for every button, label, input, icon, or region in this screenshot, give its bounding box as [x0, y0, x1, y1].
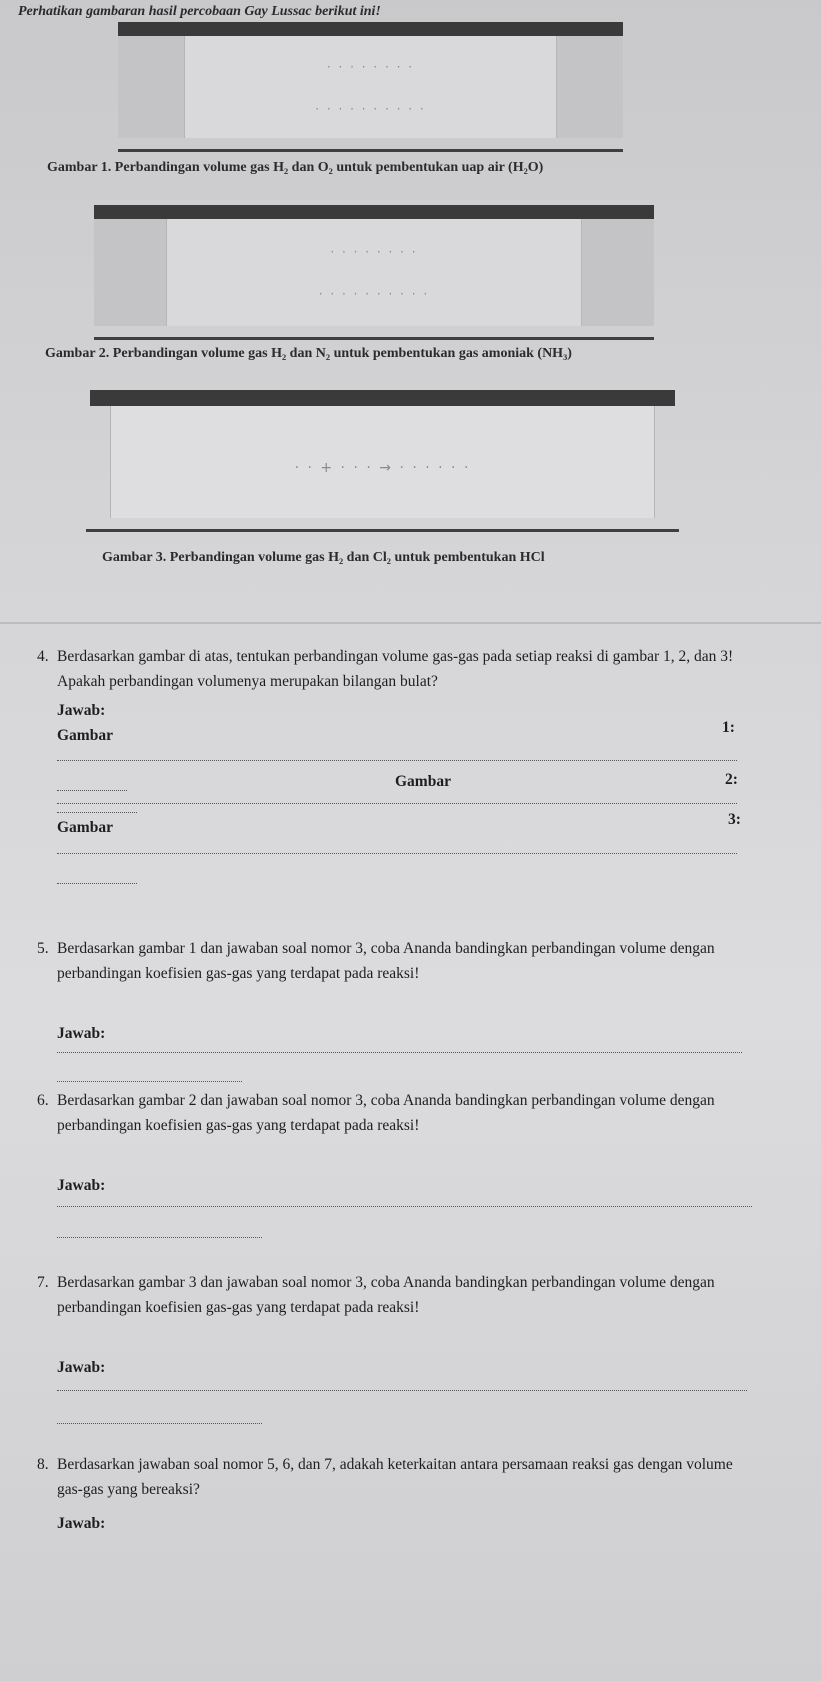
figure-1-caption: Gambar 1. Perbandingan volume gas H₂ dan O₂ untuk pembentukan uap air (H₂O) — [47, 160, 544, 175]
question-number: 4. — [37, 648, 49, 665]
answer-label-6: Jawab: — [57, 1177, 106, 1194]
question-text: Berdasarkan gambar di atas, tentukan perbandingan volume gas-gas pada setiap reaksi di gambar 1, 2, dan 3! Apakah perbandingan volumenya merupakan bilangan bulat? — [57, 648, 734, 690]
answer-line-5-end[interactable] — [57, 1081, 242, 1082]
figure-1-row-2: · · · · · · · · · · — [315, 102, 426, 116]
intro-text: Perhatikan gambaran hasil percobaan Gay Lussac berikut ini! — [18, 4, 381, 19]
figure-1-row-1: · · · · · · · · — [326, 60, 415, 74]
answer-line-4a[interactable] — [57, 760, 737, 761]
figure-3-caption: Gambar 3. Perbandingan volume gas H₂ dan Cl₂ untuk pembentukan HCl — [102, 550, 545, 565]
answer-line-6-end[interactable] — [57, 1237, 262, 1238]
question-number: 5. — [37, 940, 49, 957]
figure-2-row-1: · · · · · · · · — [330, 245, 418, 259]
figure-1-image — [184, 36, 557, 138]
answer-row-number: 3: — [728, 811, 741, 828]
answer-line-4b-end[interactable] — [57, 812, 137, 813]
figure-1 — [118, 22, 623, 152]
answer-row-number: 2: — [725, 771, 738, 788]
figure-2-image — [166, 219, 582, 326]
answer-row-label: Gambar — [57, 727, 113, 744]
figure-2-caption: Gambar 2. Perbandingan volume gas H₂ dan N₂ untuk pembentukan gas amoniak (NH₃) — [45, 346, 572, 361]
question-number: 6. — [37, 1092, 49, 1109]
question-text: Berdasarkan gambar 3 dan jawaban soal nomor 3, coba Ananda bandingkan perbandingan volume dengan perbandingan koefisien gas-gas yang terdapat pada reaksi! — [57, 1274, 715, 1316]
answer-label-8: Jawab: — [57, 1515, 106, 1532]
question-number: 7. — [37, 1274, 49, 1291]
answer-row-label: Gambar — [57, 819, 113, 836]
answer-line-6[interactable] — [57, 1206, 752, 1207]
question-4 — [37, 644, 757, 694]
question-6 — [37, 1088, 757, 1138]
question-text: Berdasarkan gambar 2 dan jawaban soal nomor 3, coba Ananda bandingkan perbandingan volume dengan perbandingan koefisien gas-gas yang terdapat pada reaksi! — [57, 1092, 715, 1134]
answer-row-label: Gambar — [395, 773, 451, 790]
figure-2-row-2: · · · · · · · · · · — [318, 287, 430, 301]
question-5 — [37, 936, 757, 986]
answer-line-4c[interactable] — [57, 853, 737, 854]
figure-3 — [90, 390, 675, 538]
answer-label-5: Jawab: — [57, 1025, 106, 1042]
answer-line-7-end[interactable] — [57, 1423, 262, 1424]
question-number: 8. — [37, 1456, 49, 1473]
question-8 — [37, 1452, 757, 1502]
question-text: Berdasarkan jawaban soal nomor 5, 6, dan 7, adakah keterkaitan antara persamaan reaksi gas dengan volume gas-gas yang bereaksi? — [57, 1456, 733, 1498]
figure-2 — [94, 205, 654, 340]
answer-label-7: Jawab: — [57, 1359, 106, 1376]
figure-3-row-1: · · + · · · → · · · · · · — [294, 460, 471, 476]
answer-line-7[interactable] — [57, 1390, 747, 1391]
question-7 — [37, 1270, 757, 1320]
answer-line-4b[interactable] — [57, 803, 737, 804]
answer-label-4: Jawab: — [57, 702, 106, 719]
question-text: Berdasarkan gambar 1 dan jawaban soal nomor 3, coba Ananda bandingkan perbandingan volume dengan perbandingan koefisien gas-gas yang terdapat pada reaksi! — [57, 940, 715, 982]
answer-row-number: 1: — [722, 719, 735, 736]
answer-line-4a-end[interactable] — [57, 790, 127, 791]
answer-line-5[interactable] — [57, 1052, 742, 1053]
answer-line-4c-end[interactable] — [57, 883, 137, 884]
